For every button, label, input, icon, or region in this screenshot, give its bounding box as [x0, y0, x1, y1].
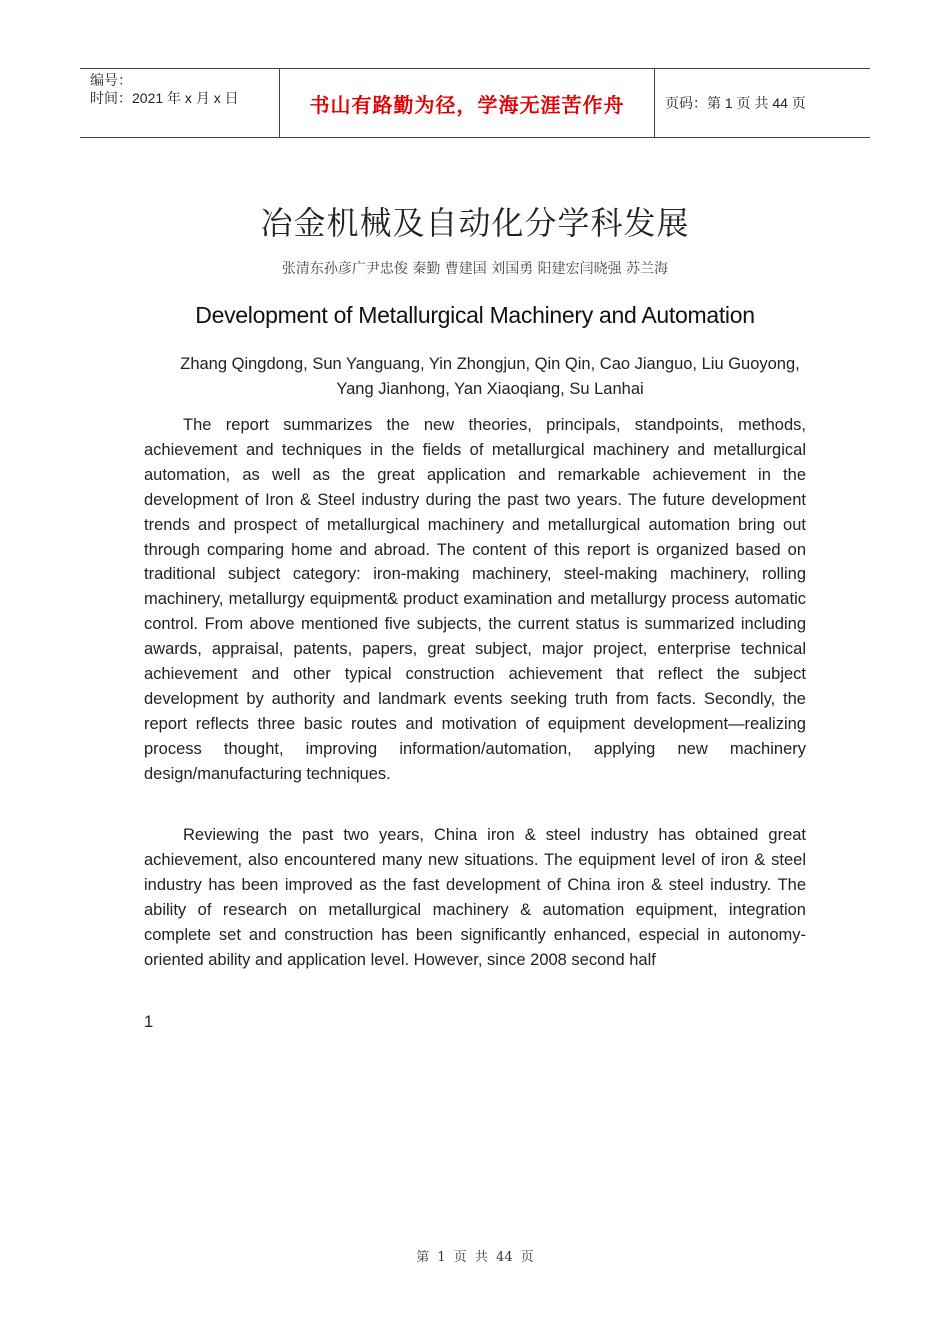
body-paragraph-2: Reviewing the past two years, China iron & steel industry has obtained great achievement, also encountered many new situations. The equipment level of iron & steel industry has been improved as the fast development of China iron & steel industry. The ability of research on metallurgical machinery & automation equipment, integration complete set and construction has been significantly enhanced, especial in autonomy-oriented ability and application level. However, since 2008 second half [144, 826, 806, 969]
abstract-paragraph-1: The report summarizes the new theories, principals, standpoints, methods, achievement and techniques in the fields of metallurgical machinery and metallurgical automation, as well as the great application and remarkable achievement in the development of Iron & Steel industry during the past two years. The future development trends and prospect of metallurgical machinery and metallurgical automation bring out through comparing home and abroad. The content of this report is organized based on traditional subject category: iron-making machinery, steel-making machinery, rolling machinery, metallurgy equipment& product examination and metallurgy process automatic control. From above mentioned five subjects, the current status is summarized including awards, appraisal, patents, papers, great subject, major project, enterprise technical achievement and other typical construction achievement that reflect the subject development by authority and landmark events seeking truth from facts. Secondly, the report reflects three basic routes and motivation of equipment development—realizing process thought, improving information/automation, applying new machinery design/manufacturing techniques. [144, 416, 806, 783]
time-label: 时间：2021 年 x 月 x 日 [90, 90, 239, 106]
page-footer: 第 1 页 共 44 页 [416, 1250, 534, 1265]
english-title: Development of Metallurgical Machinery and Automation [195, 302, 755, 328]
header-motto-cell [280, 69, 655, 137]
header-page-info [655, 69, 870, 137]
motto-text: 书山有路勤为径，学海无涯苦作舟 [309, 92, 625, 117]
serial-label: 编号： [90, 72, 132, 88]
document-header [80, 68, 870, 138]
header-meta [80, 69, 280, 137]
section-page-number: 1 [144, 1013, 154, 1031]
document-title: 冶金机械及自动化分学科发展 [260, 205, 690, 241]
chinese-authors: 张清东孙彦广尹忠俊 秦勤 曹建国 刘国勇 阳建宏闫晓强 苏兰海 [281, 261, 669, 277]
english-authors: Zhang Qingdong, Sun Yanguang, Yin Zhongjun, Qin Qin, Cao Jianguo, Liu Guoyong, Yang Jianhong, Yan Xiaoqiang, Su Lanhai [180, 355, 800, 398]
page-info-text: 页码：第 1 页 共 44 页 [665, 95, 806, 111]
